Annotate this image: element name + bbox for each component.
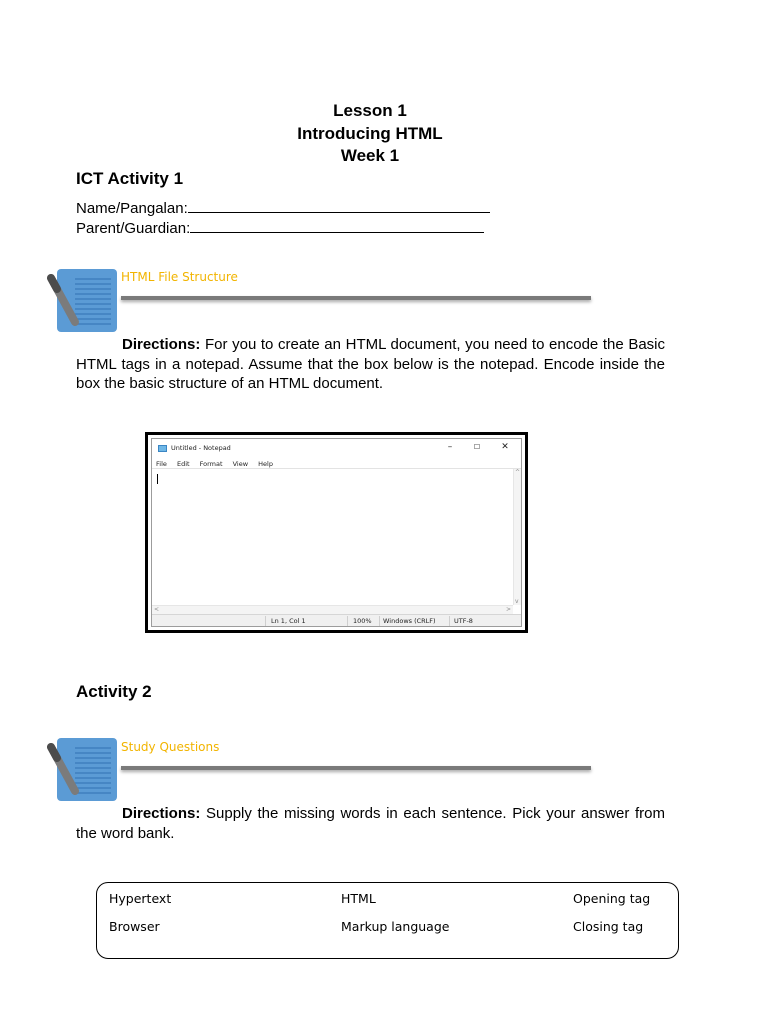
- status-position: Ln 1, Col 1: [271, 617, 306, 625]
- section1-directions: [76, 335, 665, 394]
- scroll-up-icon[interactable]: ^: [515, 469, 521, 476]
- scroll-right-icon[interactable]: >: [505, 606, 511, 613]
- notepad-statusbar: [152, 614, 521, 626]
- close-icon[interactable]: ✕: [501, 442, 509, 452]
- menu-file[interactable]: File: [156, 460, 167, 468]
- lesson-topic: Introducing HTML: [297, 123, 443, 143]
- activity2-heading: Activity 2: [76, 682, 152, 701]
- notepad-app-icon: [158, 445, 167, 452]
- lesson-week: Week 1: [340, 146, 400, 165]
- word-bank-item: Markup language: [341, 919, 450, 934]
- status-zoom: 100%: [353, 617, 372, 625]
- horizontal-scrollbar[interactable]: [152, 605, 513, 614]
- word-bank: [96, 882, 679, 959]
- lesson-title-block: [0, 100, 740, 168]
- scroll-down-icon[interactable]: v: [515, 598, 519, 605]
- word-bank-item: Hypertext: [109, 891, 172, 906]
- word-bank-item: Closing tag: [573, 919, 644, 934]
- word-bank-item: Browser: [109, 919, 160, 934]
- notepad-text-area[interactable]: [152, 468, 521, 614]
- section2-rule: [121, 766, 591, 770]
- vertical-scrollbar[interactable]: [513, 469, 521, 605]
- activity1-heading: ICT Activity 1: [76, 169, 184, 188]
- guardian-field-label: Parent/Guardian:: [76, 220, 191, 237]
- lesson-number: Lesson 1: [333, 101, 407, 120]
- maximize-icon[interactable]: ☐: [473, 443, 481, 451]
- menu-format[interactable]: Format: [199, 460, 223, 468]
- minimize-icon[interactable]: –: [447, 442, 453, 452]
- guardian-field-blank[interactable]: [190, 219, 484, 233]
- notepad-menubar: [156, 460, 281, 468]
- notepad-window: [151, 438, 522, 627]
- word-bank-item: Opening tag: [573, 891, 651, 906]
- section1-title: HTML File Structure: [121, 270, 238, 284]
- section2-directions-label: Directions:: [122, 805, 201, 822]
- notepad-frame: [145, 432, 528, 633]
- section1-rule: [121, 296, 591, 300]
- section1-directions-text: For you to create an HTML document, you need to encode the Basic HTML tags in a notepad. Assume that the box below is the notepad. Encode inside the box the basic structure of an HTML document.: [76, 336, 666, 392]
- status-encoding: UTF-8: [454, 617, 473, 625]
- notepad-pencil-icon: [45, 735, 119, 803]
- section2-directions: [76, 804, 665, 843]
- scroll-left-icon[interactable]: <: [154, 606, 160, 613]
- menu-edit[interactable]: Edit: [176, 460, 190, 468]
- notepad-title: Untitled - Notepad: [171, 444, 231, 452]
- menu-help[interactable]: Help: [258, 460, 273, 468]
- text-caret: [157, 474, 158, 484]
- section1-directions-label: Directions:: [122, 336, 201, 353]
- section2-title: Study Questions: [121, 740, 220, 754]
- guardian-field: [76, 219, 484, 239]
- name-field-blank[interactable]: [188, 199, 490, 213]
- menu-view[interactable]: View: [232, 460, 249, 468]
- notepad-titlebar: [152, 439, 521, 456]
- notepad-pencil-icon: [45, 266, 119, 334]
- section2-directions-text: Supply the missing words in each sentence. Pick your answer from the word bank.: [76, 805, 665, 842]
- name-field-label: Name/Pangalan:: [76, 200, 188, 217]
- status-line-ending: Windows (CRLF): [383, 617, 436, 625]
- name-field: [76, 199, 490, 219]
- word-bank-item: HTML: [341, 891, 376, 906]
